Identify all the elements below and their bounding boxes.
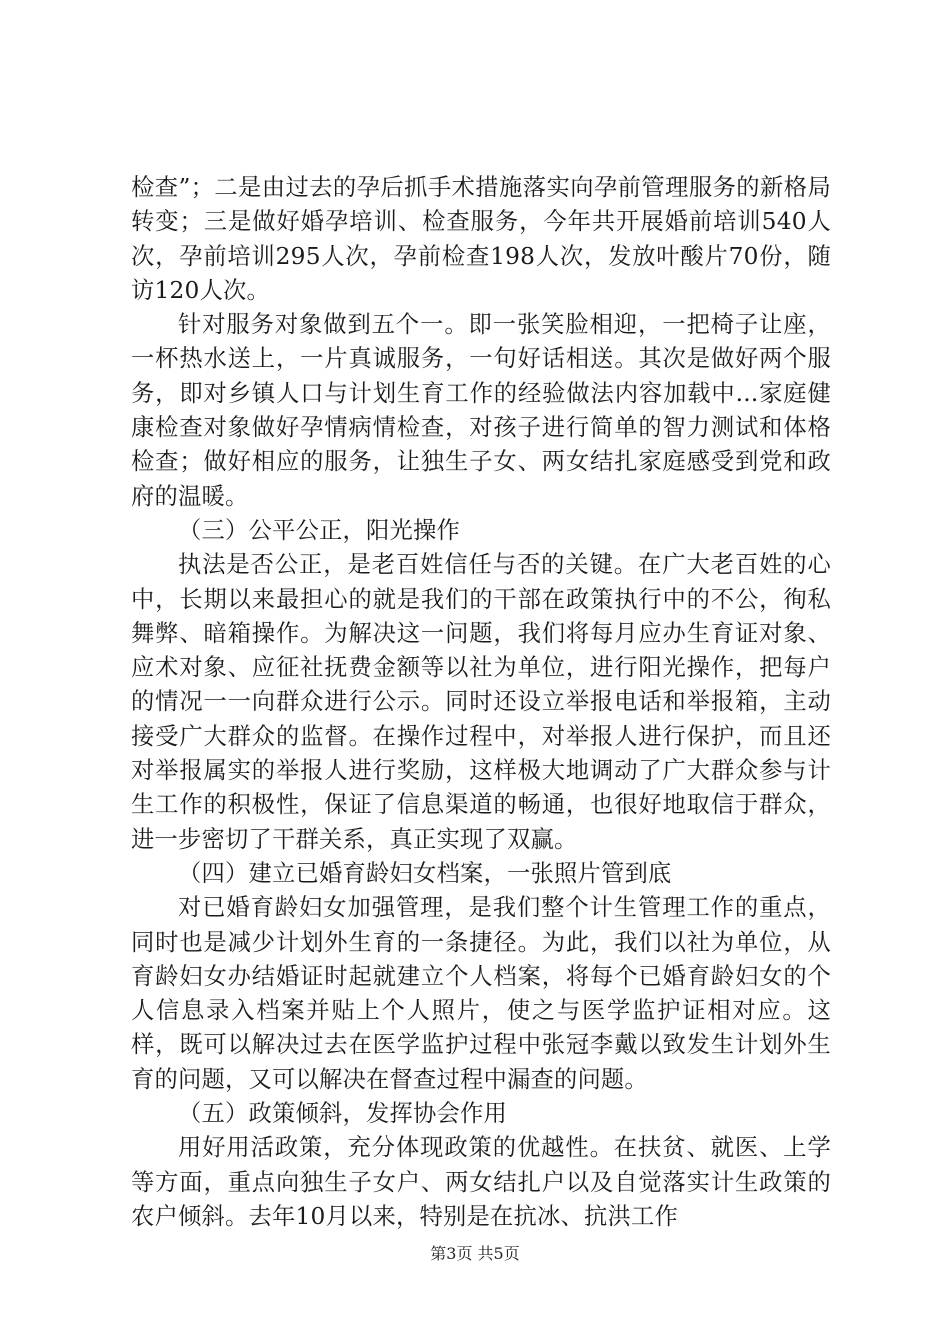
paragraph-policy-preference: 用好用活政策，充分体现政策的优越性。在扶贫、就医、上学等方面，重点向独生子女户、两女结扎户以及自觉落实计生政策的农户倾斜。去年10月以来，特别是在抗冰、抗洪工作 — [131, 1134, 831, 1230]
paragraph-continuation: 检查”；二是由过去的孕后抓手术措施落实向孕前管理服务的新格局转变；三是做好婚孕培训、检查服务，今年共开展婚前培训540人次，孕前培训295人次，孕前检查198人次，发放叶酸片70份，随访120人次。 — [131, 174, 831, 304]
section-heading-4: （四）建立已婚育龄妇女档案，一张照片管到底 — [178, 859, 672, 887]
section-heading-3: （三）公平公正，阳光操作 — [178, 516, 460, 544]
section-heading-5: （五）政策倾斜，发挥协会作用 — [178, 1100, 507, 1128]
page-number-footer: 第3页 共5页 — [430, 1244, 520, 1263]
document-body — [131, 171, 831, 1234]
paragraph-service-targets: 针对服务对象做到五个一。即一张笑脸相迎，一把椅子让座，一杯热水送上，一片真诚服务，一句好话相送。其次是做好两个服务，即对乡镇人口与计划生育工作的经验做法内容加载中...家庭健康检查对象做好孕情病情检查，对孩子进行简单的智力测试和体格检查；做好相应的服务，让独生子女、两女结扎家庭感受到党和政府的温暖。 — [131, 311, 831, 510]
paragraph-fair-enforcement: 执法是否公正，是老百姓信任与否的关键。在广大老百姓的心中，长期以来最担心的就是我们的干部在政策执行中的不公，徇私舞弊、暗箱操作。为解决这一问题，我们将每月应办生育证对象、应术对象、应征社抚费金额等以社为单位，进行阳光操作，把每户的情况一一向群众进行公示。同时还设立举报电话和举报箱，主动接受广大群众的监督。在操作过程中，对举报人进行保护，而且还对举报属实的举报人进行奖励，这样极大地调动了广大群众参与计生工作的积极性，保证了信息渠道的畅通，也很好地取信于群众，进一步密切了干群关系，真正实现了双赢。 — [131, 551, 831, 853]
paragraph-women-archives: 对已婚育龄妇女加强管理，是我们整个计生管理工作的重点，同时也是减少计划外生育的一条捷径。为此，我们以社为单位，从育龄妇女办结婚证时起就建立个人档案，将每个已婚育龄妇女的个人信息录入档案并贴上个人照片，使之与医学监护证相对应。这样，既可以解决过去在医学监护过程中张冠李戴以致发生计划外生育的问题，又可以解决在督查过程中漏查的问题。 — [131, 894, 831, 1093]
